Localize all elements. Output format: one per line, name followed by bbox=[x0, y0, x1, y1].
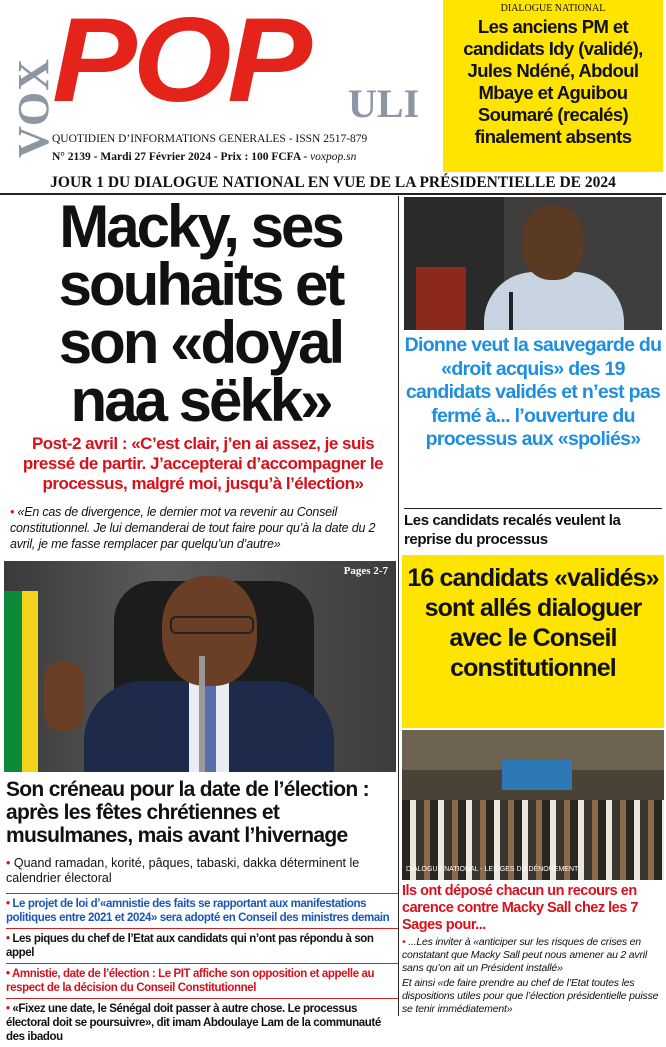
pages-ref: Pages 2-7 bbox=[343, 565, 388, 577]
section-banner: JOUR 1 DU DIALOGUE NATIONAL EN VUE DE LA PRÉSIDENTIELLE DE 2024 bbox=[0, 173, 666, 195]
bullet-dot: • bbox=[6, 968, 12, 980]
flag-yellow bbox=[22, 591, 38, 772]
slot-subtext-body: Quand ramadan, korité, pâques, tabaski, dakka déterminent le calendrier électoral bbox=[6, 856, 360, 885]
bullet-text: Les piques du chef de l’Etat aux candidats qui n’ont pas répondu à son appel bbox=[6, 933, 374, 959]
bullet-item[interactable] bbox=[6, 928, 398, 963]
validated-candidates-box[interactable] bbox=[402, 555, 664, 728]
screen-shape bbox=[502, 760, 572, 790]
site-link[interactable]: voxpop.sn bbox=[310, 151, 357, 163]
glasses-shape bbox=[170, 616, 254, 634]
slot-headline[interactable]: Son créneau pour la date de l’élection : après les fêtes chrétiennes et musulmanes, mais avant l’hivernage bbox=[6, 778, 369, 847]
bullet-dot: • bbox=[6, 933, 13, 945]
recours-paragraph-1-body: ...Les inviter à «anticiper sur les risques de crises en constatant que Macky Sall peut nous amener au 2 avril sans qu’on ait un Président installé» bbox=[402, 936, 648, 974]
main-quote-text bbox=[10, 504, 395, 552]
stand-shape bbox=[416, 267, 466, 330]
validated-candidates-headline: 16 candidats «validés» sont allés dialoguer avec le Conseil constitutionnel bbox=[407, 564, 659, 682]
recours-text bbox=[402, 936, 664, 1018]
quote-body: «En cas de divergence, le dernier mot va revenir au Conseil constitutionnel. Je lui demanderai de tout faire pour qu’à la date du 2 avril, je me fasse remplacer par quelqu’un d’autre» bbox=[10, 505, 376, 551]
bullet-dot: • bbox=[402, 936, 409, 948]
bullet-dot: • bbox=[6, 856, 14, 870]
bullet-text: «Fixez une date, le Sénégal doit passer à autre chose. Le processus électoral doit se poursuivre», dit imam Abdoulaye Lam de la communauté des ibadou bbox=[6, 1003, 381, 1043]
logo-pop: POP bbox=[52, 0, 308, 127]
bullet-item[interactable] bbox=[6, 998, 398, 1047]
logo-vox: VOX bbox=[9, 58, 58, 158]
top-story-box[interactable] bbox=[443, 0, 663, 172]
bullet-dot: • bbox=[6, 1003, 13, 1015]
masthead bbox=[0, 0, 440, 170]
bullet-text: Le projet de loi d’«amnistie des faits se rapportant aux manifestations politiques entre 2021 et 2024» sera adopté en Conseil des ministres demain bbox=[6, 898, 390, 924]
recales-headline[interactable]: Les candidats recalés veulent la reprise du processus bbox=[404, 508, 662, 549]
macky-photo bbox=[4, 561, 396, 772]
dionne-photo bbox=[404, 197, 662, 330]
recours-paragraph-1 bbox=[402, 936, 664, 975]
tagline: QUOTIDIEN D’INFORMATIONS GENERALES - ISSN 2517-879 bbox=[52, 133, 368, 145]
main-headline[interactable]: Macky, ses souhaits et son «doyal naa sëkk» bbox=[58, 193, 343, 434]
dialogue-hall-photo bbox=[402, 730, 664, 880]
top-story-kicker: DIALOGUE NATIONAL bbox=[500, 3, 606, 14]
recours-paragraph-2: Et ainsi «de faire prendre au chef de l’Etat toutes les dispositions utiles pour que l’élection présidentielle puisse se tenir immédiatement» bbox=[402, 977, 659, 1015]
microphone-shape bbox=[509, 292, 513, 330]
issue-info bbox=[52, 150, 432, 165]
column-divider bbox=[398, 196, 399, 1016]
bullet-dot: • bbox=[6, 898, 13, 910]
bullet-dot: • bbox=[10, 505, 18, 519]
bullet-item[interactable] bbox=[6, 963, 398, 998]
bullet-text: Amnistie, date de l’élection : Le PIT affiche son opposition et appelle au respect de la décision du Conseil Constitutionnel bbox=[6, 968, 375, 994]
bullet-item[interactable] bbox=[6, 893, 398, 928]
microphone-shape bbox=[199, 656, 205, 772]
dionne-headline[interactable]: Dionne veut la sauvegarde du «droit acquis» des 19 candidats validés et n’est pas fermé à... l’ouverture du processus aux «spoliés» bbox=[404, 334, 662, 450]
issue-text: N° 2139 - Mardi 27 Février 2024 - Prix : 100 FCFA - bbox=[52, 151, 311, 163]
recours-headline[interactable]: Ils ont déposé chacun un recours en carence contre Macky Sall chez les 7 Sages pour... bbox=[402, 883, 638, 933]
main-quote-red: Post-2 avril : «C’est clair, j’en ai assez, je suis pressé de partir. J’accepterai d’accompagner le processus, malgré moi, jusqu’à l’élection» bbox=[22, 434, 384, 493]
slot-subtext bbox=[6, 856, 396, 886]
head-shape bbox=[522, 205, 584, 280]
body-shape bbox=[484, 272, 624, 330]
top-story-headline: Les anciens PM et candidats Idy (validé), Jules Ndéné, Abdoul Mbaye et Aguibou Soumaré (recalés) finalement absents bbox=[463, 16, 643, 147]
hand-shape bbox=[44, 661, 84, 731]
flag-green bbox=[4, 591, 22, 772]
logo-uli: ULI bbox=[348, 81, 420, 126]
photo-caption: DIALOGUE NATIONAL - LES GES DU DÉNOUEMENT bbox=[406, 866, 579, 873]
